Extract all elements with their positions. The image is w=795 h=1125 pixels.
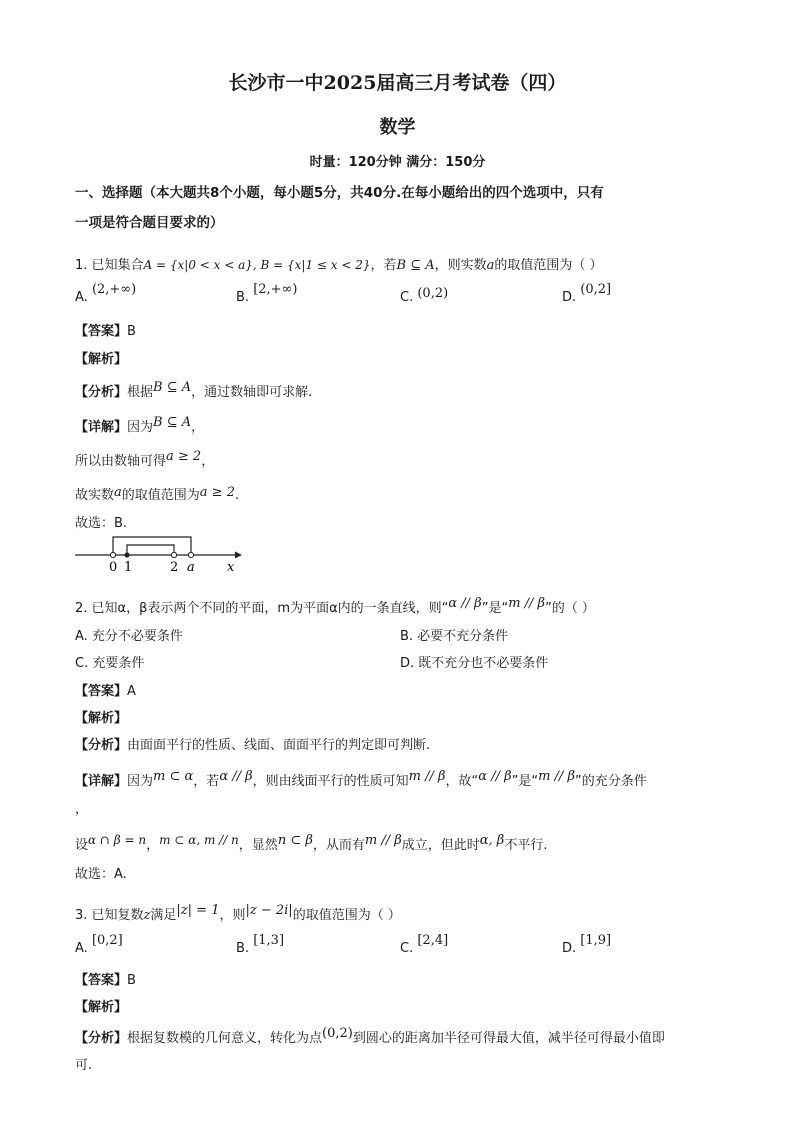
- q3-analysis-pre: 根据复数模的几何意义，转化为点: [127, 1031, 323, 1046]
- q1-option-c-value: (0,2): [417, 286, 449, 301]
- set-b-bracket: [127, 545, 174, 555]
- q1-option-d-value: (0,2]: [580, 282, 612, 297]
- q2-d3: ，则由线面平行的性质可知: [252, 774, 409, 789]
- q2-l3-mid: ，显然: [238, 838, 278, 853]
- q1-explain-tag: 【解析】: [75, 352, 128, 367]
- q2-detail-tag: 【详解】: [75, 774, 128, 789]
- q1-line3-pre: 故实数: [75, 488, 115, 503]
- q2-l3-m3: n ⊂ β: [277, 833, 313, 848]
- q2-d4m: α // β: [478, 769, 512, 784]
- subject-title: 数学: [379, 117, 416, 138]
- q3-analysis-tag: 【分析】: [75, 1031, 128, 1046]
- q1-line3-math: a ≥ 2: [199, 485, 235, 500]
- q1-sets: A = {x|0 < x < a}, B = {x|1 ≤ x < 2}: [143, 258, 371, 272]
- q2-detail-comma: ，: [75, 802, 89, 817]
- q2-answer-tag: 【答案】: [75, 684, 128, 699]
- q3-pre: 3. 已知复数: [75, 908, 144, 923]
- q1-mid: ，若: [370, 258, 397, 273]
- q1-option-b-value: [2,+∞): [253, 282, 298, 297]
- q1-option-c: [400, 286, 449, 305]
- q1-analysis-math: B ⊆ A: [153, 380, 192, 395]
- label-2: 2: [170, 560, 179, 575]
- q2-d1m: m ⊂ α: [153, 769, 194, 784]
- q3-option-c-value: [2,4]: [417, 933, 449, 948]
- q2-option-b: B. 必要不充分条件: [400, 629, 509, 644]
- q3-option-c-label: C.: [400, 941, 414, 956]
- q3-stem: [75, 904, 401, 923]
- q1-cond: B ⊆ A: [396, 258, 435, 273]
- q2-math2: m // β: [508, 596, 546, 611]
- q1-detail-math: B ⊆ A: [153, 415, 192, 430]
- q1-analysis-pre: 根据: [127, 385, 154, 400]
- q2-d6: ”的充分条件: [574, 774, 647, 789]
- q2-l3-m5: α, β: [479, 833, 505, 848]
- q3-option-a: [75, 933, 123, 956]
- q2-l3-m2: m ⊂ α, m // n: [159, 833, 239, 847]
- q2-l3-c: ，: [146, 838, 160, 853]
- q1-detail-pre: 因为: [127, 420, 154, 435]
- q3-option-b-label: B.: [236, 941, 250, 956]
- q2-answer: [75, 680, 136, 699]
- q3-m2: |z − 2i|: [245, 903, 293, 918]
- q1-line2-pre: 所以由数轴可得: [75, 454, 167, 469]
- q2-option-d: D. 既不充分也不必要条件: [400, 656, 549, 671]
- q1-answer-value: B: [127, 324, 136, 339]
- q1-post: ，则实数: [434, 258, 487, 273]
- q3-option-a-label: A.: [75, 941, 88, 956]
- section-heading-line2: 一项是符合题目要求的）: [75, 215, 224, 231]
- q1-detail: [75, 416, 204, 435]
- q3-option-d-label: D.: [562, 941, 577, 956]
- q1-detail-line3: [75, 484, 239, 503]
- q1-line3-post: .: [234, 488, 240, 503]
- label-1: 1: [124, 560, 133, 575]
- q2-mid: ”是“: [481, 601, 509, 616]
- q2-d1: 因为: [127, 774, 154, 789]
- q2-stem: [75, 597, 595, 616]
- q2-d5: ”是“: [511, 774, 539, 789]
- q2-d2m: α // β: [219, 769, 253, 784]
- q2-d2: ，若: [193, 774, 220, 789]
- q1-choose: 故选：B.: [75, 516, 128, 531]
- q1-pre: 1. 已知集合: [75, 258, 144, 273]
- q1-detail-tag: 【详解】: [75, 420, 128, 435]
- q1-option-b: [236, 282, 298, 305]
- q2-d3m: m // β: [408, 769, 446, 784]
- q1-detail-line2: [75, 450, 214, 469]
- page-title: 长沙市一中2025届高三月考试卷（四）: [228, 72, 567, 94]
- q1-analysis-post: ，通过数轴即可求解.: [191, 385, 313, 400]
- q3-mid2: ，则: [219, 908, 246, 923]
- q2-analysis-tag: 【分析】: [75, 738, 128, 753]
- q2-post: ”的（ ）: [545, 601, 595, 616]
- q3-explain-tag: 【解析】: [75, 1000, 128, 1015]
- q1-line2-math: a ≥ 2: [166, 449, 202, 464]
- point-1-closed: [124, 552, 129, 557]
- q1-option-a-label: A.: [75, 290, 88, 305]
- q1-stem: [75, 254, 603, 273]
- q1-analysis-tag: 【分析】: [75, 385, 128, 400]
- q3-answer-value: B: [127, 973, 136, 988]
- q2-l3-mid2: ，从而有: [312, 838, 365, 853]
- q1-line3-mid: 的取值范围为: [121, 488, 200, 503]
- q2-l3-m1: α ∩ β = n: [88, 833, 147, 847]
- q2-d5m: m // β: [538, 769, 575, 784]
- label-0: 0: [109, 560, 118, 575]
- point-0-open: [110, 552, 115, 557]
- q1-option-b-label: B.: [236, 290, 250, 305]
- q3-analysis-line2: 可.: [75, 1058, 93, 1073]
- q3-option-b-value: [1,3]: [253, 933, 285, 948]
- q2-analysis: [75, 734, 430, 753]
- q3-analysis: [75, 1027, 665, 1046]
- q3-option-c: [400, 933, 449, 956]
- q2-pre: 2. 已知α，β表示两个不同的平面，m为平面α内的一条直线，则“: [75, 601, 449, 616]
- exam-meta: 时量：120分钟 满分：150分: [309, 155, 486, 170]
- q3-option-b: [236, 933, 285, 956]
- q1-option-a-value: (2,+∞): [91, 282, 137, 297]
- q2-math1: α // β: [448, 596, 482, 611]
- q1-option-a: [75, 282, 137, 305]
- q2-option-a: A. 充分不必要条件: [75, 629, 183, 644]
- q1-line3-var: a: [114, 485, 122, 500]
- q2-l3-m4: m // β: [364, 833, 402, 848]
- q3-option-d-value: [1,9]: [580, 933, 612, 948]
- q1-tail: 的取值范围为（ ）: [494, 258, 603, 273]
- number-line-figure: [70, 533, 250, 575]
- q3-analysis-post: 到圆心的距离加半径可得最大值，减半径可得最小值即: [352, 1031, 665, 1046]
- q3-mid: 满足: [150, 908, 177, 923]
- q2-d4: ，故“: [445, 774, 479, 789]
- q3-answer: [75, 969, 136, 988]
- q2-explain-tag: 【解析】: [75, 711, 128, 726]
- q2-l3-mid3: 成立，但此时: [401, 838, 480, 853]
- q2-option-c: C. 充要条件: [75, 656, 145, 671]
- q2-detail: [75, 770, 647, 789]
- point-a-open: [188, 552, 193, 557]
- number-line-arrow: [235, 552, 242, 559]
- q1-line2-post: ，: [201, 454, 215, 469]
- q2-choose: 故选：A.: [75, 867, 127, 882]
- q3-answer-tag: 【答案】: [75, 973, 128, 988]
- set-a-bracket: [113, 537, 191, 555]
- q1-option-c-label: C.: [400, 290, 414, 305]
- q2-detail-line3: [75, 834, 547, 853]
- q1-var: a: [486, 258, 495, 273]
- q3-var: z: [143, 908, 151, 923]
- q2-analysis-text: 由面面平行的性质、线面、面面平行的判定即可判断.: [127, 738, 431, 753]
- q3-m1: |z| = 1: [176, 903, 220, 918]
- q3-analysis-math: (0,2): [322, 1026, 353, 1041]
- point-2-open: [171, 552, 176, 557]
- q1-option-d-label: D.: [562, 290, 577, 305]
- label-a: a: [187, 560, 195, 575]
- q2-answer-value: A: [127, 684, 136, 699]
- q1-option-d: [562, 282, 612, 305]
- q1-analysis: [75, 381, 312, 400]
- q2-l3-pre: 设: [75, 838, 89, 853]
- section-heading-line1: 一、选择题（本大题共8个小题，每小题5分，共40分.在每小题给出的四个选项中，只有: [75, 185, 604, 201]
- q1-detail-post: ，: [191, 420, 205, 435]
- q1-answer: [75, 320, 136, 339]
- q3-post: 的取值范围为（ ）: [292, 908, 401, 923]
- q1-answer-tag: 【答案】: [75, 324, 128, 339]
- q3-option-a-value: [0,2]: [91, 933, 123, 948]
- q2-l3-post: 不平行.: [504, 838, 548, 853]
- q3-option-d: [562, 933, 612, 956]
- label-x: x: [227, 560, 235, 575]
